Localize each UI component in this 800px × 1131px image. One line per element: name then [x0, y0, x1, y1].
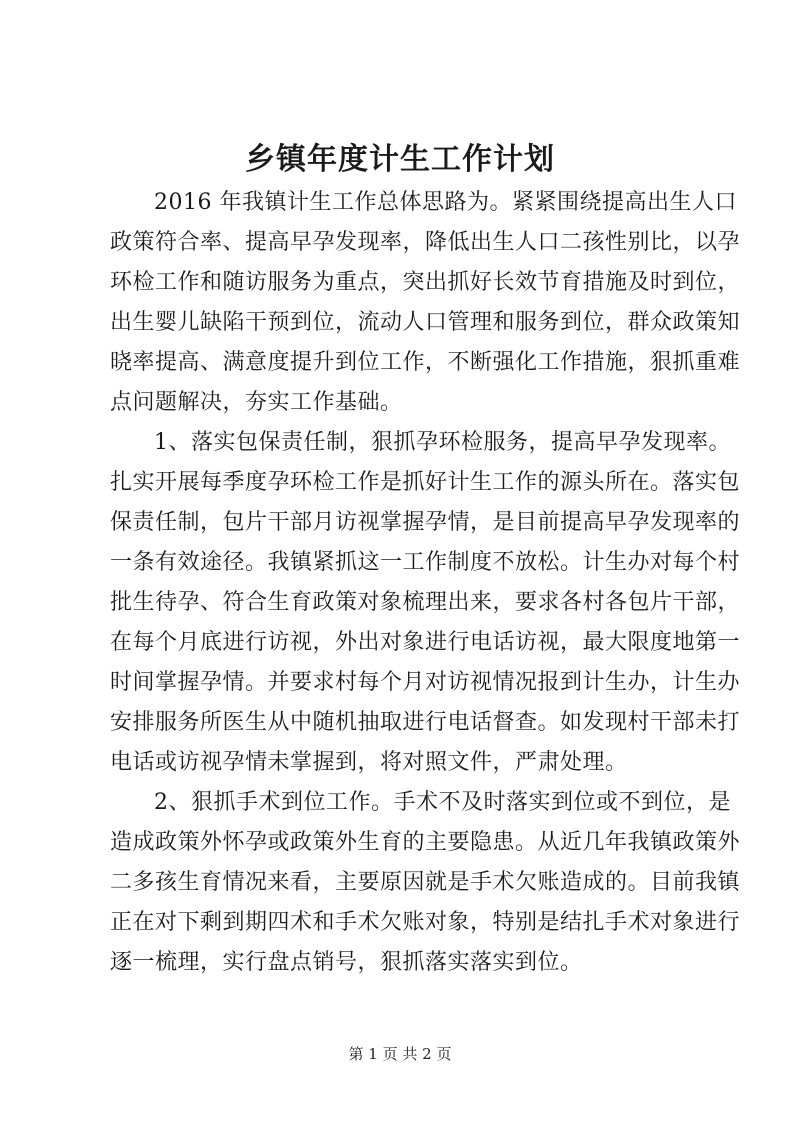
text-line: 点问题解决，夯实工作基础。 [110, 390, 403, 415]
document-title: 乡镇年度计生工作计划 [245, 142, 555, 177]
text-line: 正在对下剩到期四术和手术欠账对象，特别是结扎手术对象进行 [110, 910, 741, 935]
text-line: 在每个月底进行访视，外出对象进行电话访视，最大限度地第一 [110, 630, 741, 655]
paragraph-3 [110, 783, 741, 983]
document-body [110, 183, 741, 983]
text-line: 时间掌握孕情。并要求村每个月对访视情况报到计生办，计生办 [110, 670, 741, 695]
text-line: 1、落实包保责任制，狠抓孕环检服务，提高早孕发现率。 [154, 430, 731, 455]
text-line: 造成政策外怀孕或政策外生育的主要隐患。从近几年我镇政策外 [110, 830, 741, 855]
paragraph-1 [110, 183, 741, 423]
text-line: 保责任制，包片干部月访视掌握孕情，是目前提高早孕发现率的 [110, 510, 741, 535]
page-number-footer: 第 1 页 共 2 页 [348, 1045, 452, 1063]
text-line: 逐一梳理，实行盘点销号，狠抓落实落实到位。 [110, 950, 583, 975]
text-line: 2016 年我镇计生工作总体思路为。紧紧围绕提高出生人口 [154, 190, 737, 215]
text-line: 安排服务所医生从中随机抽取进行电话督查。如发现村干部未打 [110, 710, 741, 735]
text-line: 扎实开展每季度孕环检工作是抓好计生工作的源头所在。落实包 [110, 470, 741, 495]
text-line: 晓率提高、满意度提升到位工作，不断强化工作措施，狠抓重难 [110, 350, 741, 375]
paragraph-2 [110, 423, 741, 783]
text-line: 出生婴儿缺陷干预到位，流动人口管理和服务到位，群众政策知 [110, 310, 741, 335]
text-line: 政策符合率、提高早孕发现率，降低出生人口二孩性别比，以孕 [110, 230, 741, 255]
text-line: 批生待孕、符合生育政策对象梳理出来，要求各村各包片干部， [110, 590, 741, 615]
text-line: 2、狠抓手术到位工作。手术不及时落实到位或不到位，是 [154, 790, 731, 815]
text-line: 环检工作和随访服务为重点，突出抓好长效节育措施及时到位， [110, 270, 741, 295]
text-line: 电话或访视孕情未掌握到，将对照文件，严肃处理。 [110, 750, 628, 775]
text-line: 一条有效途径。我镇紧抓这一工作制度不放松。计生办对每个村 [110, 550, 741, 575]
text-line: 二多孩生育情况来看，主要原因就是手术欠账造成的。目前我镇 [110, 870, 741, 895]
